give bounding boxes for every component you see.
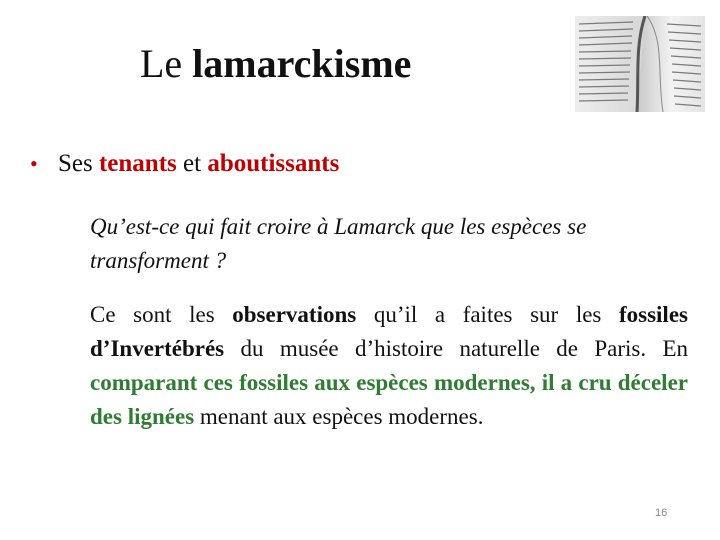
para-bold-observations: observations (232, 302, 357, 327)
para-text-4: menant aux espèces modernes. (194, 404, 484, 429)
bullet-text-1: Ses (58, 150, 99, 177)
book-drawing (575, 16, 705, 112)
para-text-1: Ce sont les (90, 302, 233, 327)
slide-title (140, 42, 411, 86)
bullet-text-aboutissants: aboutissants (207, 150, 340, 177)
bullet-text-2: et (176, 150, 208, 177)
para-text-3: du musée d’histoire naturelle de Paris. En (224, 336, 688, 361)
para-bold-fossiles: fossiles d’Invertébrés (90, 302, 688, 361)
para-text-2: qu’il a faites sur les (356, 302, 619, 327)
open-book-image (575, 16, 705, 112)
bullet-point (30, 150, 339, 178)
answer-paragraph (90, 298, 688, 434)
page-number: 16 (655, 507, 668, 519)
bullet-text-tenants: tenants (98, 150, 177, 177)
para-green-comparant: comparant ces fossiles aux espèces modernes, il a cru déceler des lignées (90, 370, 688, 429)
bullet-icon: • (30, 151, 38, 176)
question-text: Qu’est-ce qui fait croire à Lamarck que les espèces se transforment ? (90, 214, 587, 273)
title-normal: Le (140, 41, 183, 86)
title-bold: lamarckisme (192, 41, 412, 86)
